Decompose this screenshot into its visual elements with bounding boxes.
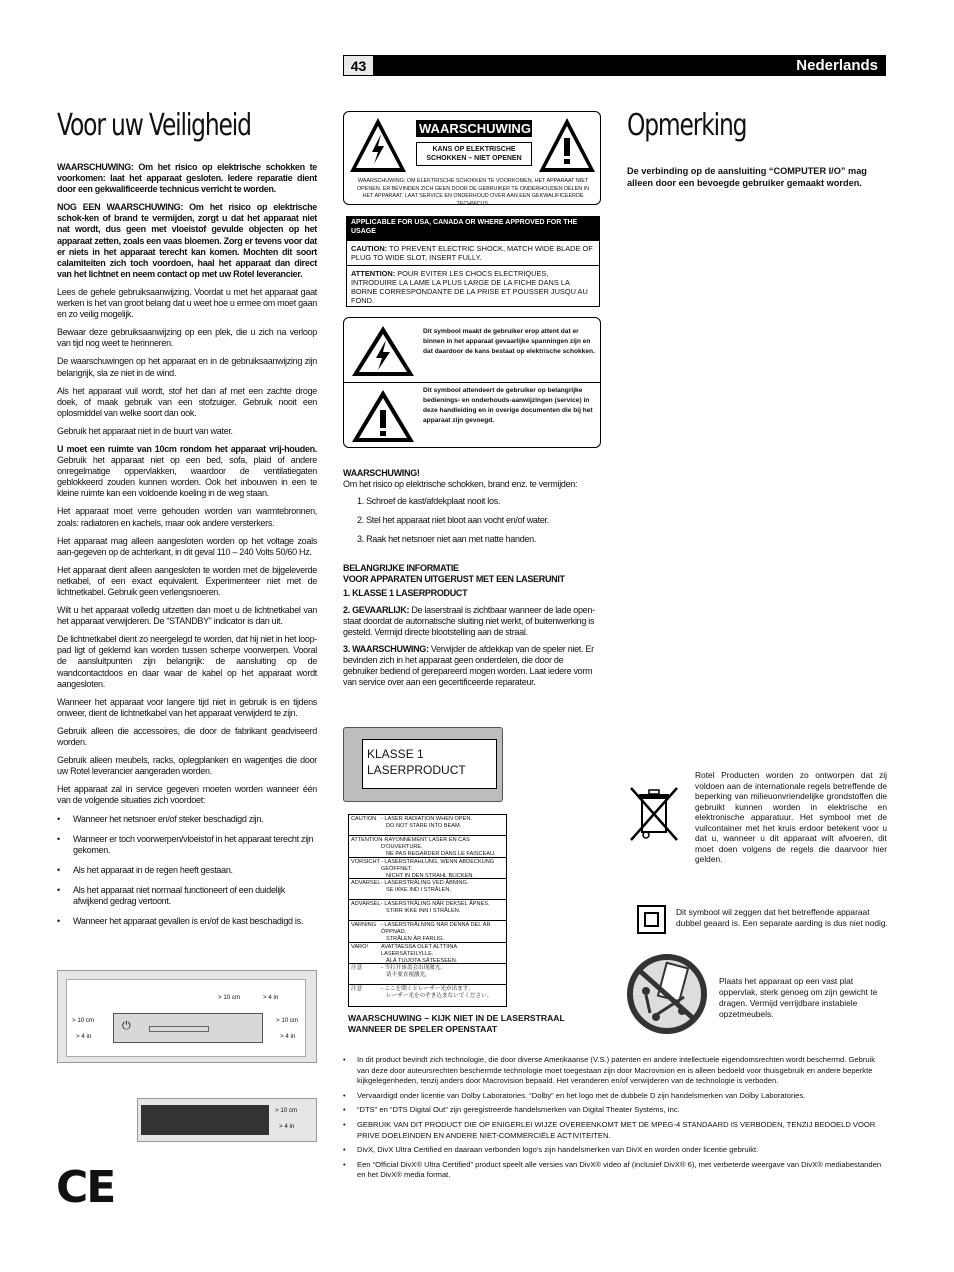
ce-mark-lettering: CE — [56, 1162, 115, 1213]
warning-intro: Om het risico op elektrische schokken, brand enz. te vermijden: — [343, 479, 578, 489]
exclamation-icon — [350, 388, 416, 444]
warning-text: WAARSCHUWING: OM ELEKTRISCHE SCHOKKEN TE VOORKOMEN, HET APPARAAT NIET OPENEN. ER BEVINDEN ZICH GEEN DOOR DE GEBRUIKER TE ONDERHOUDEN DELEN IN HET APPARAAT. LAAT SERVICE EN ONDERHOUD OVER AAN EEN GEKWALIFICEERDE TECHNICUS. — [356, 178, 590, 207]
laser-label-language: ATTENTION — [351, 837, 383, 844]
left-clearance-cm: > 10 cm — [72, 1017, 95, 1024]
right-clearance-cm: > 10 cm — [276, 1017, 299, 1024]
paragraph: Wilt u het apparaat volledig uitzetten dan moet u de lichtnetkabel van het apparaat verwijderen. De “STANDBY” indicator is dan uit. — [57, 605, 317, 627]
left-clearance-in: > 4 in — [76, 1033, 92, 1040]
list-item: 3. Raak het netsnoer niet aan met natte handen. — [357, 534, 537, 544]
exclamation-symbol-text: Dit symbool attendeert de gebruiker op belangrijke bedienings- en onderhouds-aanwijzingen (service) in deze handleiding en in overige documenten die bij het apparaat zijn gevoegd. — [423, 387, 593, 424]
laser-label-line-2: レーザー光をのぞき込まないでください。 — [386, 993, 493, 1000]
paragraph: Het apparaat mag alleen aangesloten worden op het voltage zoals aan-gegeven op de achterkant, in dit geval 110 – 240 Volts 50/60 Hz. — [57, 535, 317, 557]
cart-warning-text: Plaats het apparaat op een vast plat oppervlak, sterk genoeg om zijn gewicht te dragen. Vermijd verrijdbare instabiele opzetmeubels. — [719, 976, 878, 1019]
laser-label-line-1: - LASERSTRÅLING NÅR DEKSEL ÅPNES. — [381, 901, 490, 908]
laser-label-language: ADVARSEL — [351, 879, 381, 886]
paragraph: Gebruik alleen meubels, racks, oplegplanken en wagentjes die door uw Rotel leverancier aangeraden worden. — [57, 755, 317, 777]
laser-label-line-2: NICHT IN DEN STRAHL BLICKEN. — [386, 872, 474, 879]
laser-label-message — [381, 965, 504, 983]
laser-label-line-1: - LASERSTRAHLUNG, WENN ABDECKUNG GEÖFFNET. — [381, 858, 495, 872]
laser-label-language: VARNING — [351, 922, 377, 929]
side-clearance-in: > 4 in — [279, 1123, 295, 1130]
high-voltage-icon — [350, 324, 416, 378]
paragraph: Wanneer het apparaat voor langere tijd niet in gebruik is en tijdens onweer, dient de lichtnetkabel van het apparaat verwijderd te zijn. — [57, 696, 317, 718]
laser-item-3: 3. WAARSCHUWING: Verwijder de afdekkap van de speler niet. Er bevinden zich in het apparaat geen onderdelen, die door de gebruiker bediend of gerepareerd mogen worden. Laat iedere vorm van service over aan een gecertificeerde reparateur. — [343, 644, 594, 687]
paragraph: Gebruik alleen die accessoires, die door de fabrikant geadviseerd worden. — [57, 725, 317, 748]
laser-label-line-2: ÄLÄ TUIJOTA SÄTEESEEN. — [386, 957, 458, 964]
laser-label-line-1: - ここを開くとレーザー光が出ます。 — [381, 986, 474, 993]
legal-item: • DivX, DivX Ultra Certified en daaraan verbonden logo’s zijn handelsmerken van DivX en worden onder licentie gebruikt. — [343, 1145, 888, 1156]
warning-paragraph: WAARSCHUWING: Om het risico op elektrische schokken te voorkomen: laat het apparaat gesloten. Iedere reparatie dient door een gekwalificeerde technicus verricht te worden. — [57, 162, 317, 195]
list-item: • Wanneer het netsnoer en/of steker beschadigd zijn. — [57, 814, 317, 825]
clearance-side-diagram — [137, 1098, 317, 1142]
laser-heading: BELANGRIJKE INFORMATIE VOOR APPARATEN UITGERUST MET EEN LASERUNIT — [343, 563, 565, 584]
laser-label-language: VARO! — [351, 943, 368, 950]
service-list — [57, 814, 317, 928]
laser-label-line-1: - RAYONNEMENT LASER EN CAS D'OUVERTURE. — [381, 837, 470, 851]
legal-item: • GEBRUIK VAN DIT PRODUCT DIE OP ENIGERLEI WIJZE OVEREENKOMT MET DE MPEG-4 STANDAARD IS VERBODEN, TENZIJ BEDOELD VOOR PRIVE DOELEINDEN EN ANDERE NIET-COMMERCIËLE ACTIVITEITEN. — [343, 1120, 888, 1141]
device-front: ⏻ — [113, 1013, 263, 1043]
note-title: Opmerking — [627, 108, 747, 143]
caution-text: CAUTION: TO PREVENT ELECTRIC SHOCK, MATCH WIDE BLADE OF PLUG TO WIDE SLOT, INSERT FULLY. — [347, 241, 599, 266]
laser-class-line-1: KLASSE 1 — [367, 747, 424, 761]
laser-label-row — [349, 900, 506, 921]
middle-text-column — [343, 468, 598, 694]
laser-label-line-2: 请不要直视激光。 — [386, 972, 431, 979]
laser-label-row — [349, 985, 506, 1006]
paragraph: Als het apparaat vuil wordt, stof het dan af met een zachte droge doek, of maak gebruik van een stofzuiger. Gebruik nooit een oplosmiddel van welke soort dan ook. — [57, 385, 317, 418]
exclamation-icon — [537, 116, 597, 174]
clearance-diagram — [57, 970, 317, 1063]
list-item: • Als het apparaat in de regen heeft gestaan. — [57, 865, 317, 876]
weee-text: Rotel Producten worden zo ontworpen dat zij voldoen aan de internationale regels betreffende de beperking van milieuonvriendelijke grondstoffen die gebruikt kunnen worden in elektrische en elektronische apparatuur. Het symbool met de vuilcontainer met het kruis erdoor betekent voor u dat u, wanneer u dit apparaat wilt afvoeren, dit moet doen volgens de regels die daarvoor hier gelden. — [695, 770, 887, 864]
laser-label-line-2: STIRR IKKE INN I STRÅLEN. — [386, 908, 461, 915]
paragraph: Het apparaat moet verre gehouden worden van warmtebronnen, zoals: radiatoren en kachels, maar ook andere versterkers. — [57, 506, 317, 528]
laser-label-line-1: - LASER RADIATION WHEN OPEN. — [381, 816, 472, 822]
legal-bullets — [343, 1055, 888, 1185]
double-insulation-icon — [637, 905, 666, 934]
laser-caption: WAARSCHUWING – KIJK NIET IN DE LASERSTRAAL WANNEER DE SPELER OPENSTAAT — [348, 1013, 565, 1034]
laser-label-line-1: - LASERSTRÅLING VED ÅBNING. — [381, 879, 469, 886]
laser-label-language: VORSICHT — [351, 858, 380, 865]
right-clearance-in: > 4 in — [280, 1033, 296, 1040]
laser-label-message — [381, 922, 504, 943]
top-clearance-in: > 4 in — [263, 994, 279, 1001]
cart-warning-icon — [626, 953, 708, 1035]
double-insulation-inner — [644, 912, 659, 927]
laser-label-message — [381, 816, 504, 834]
page-number: 43 — [343, 55, 374, 76]
laser-label-message — [381, 986, 504, 1005]
laser-item-1: 1. KLASSE 1 LASERPRODUCT — [343, 588, 468, 598]
laser-label-message — [381, 859, 504, 877]
laser-label-message — [381, 901, 504, 919]
shock-warning-box — [343, 111, 601, 205]
voltage-symbol-text: Dit symbool maakt de gebruiker erop attent dat er binnen in het apparaat gevaarlijke spanningen zijn en dat daardoor de kans bestaat op elektrische schokken. — [423, 328, 595, 355]
laser-label-line-2: SE IKKE IND I STRÅLEN. — [386, 886, 451, 893]
laser-label-line-2: DO NOT STARE INTO BEAM. — [386, 823, 462, 829]
laser-label-row — [349, 858, 506, 879]
laser-label-line-1: - 当打开该盖会出现激光。 — [381, 965, 446, 972]
laser-label-language: 注意 — [351, 965, 363, 972]
laser-label-language: 注意 — [351, 986, 363, 993]
top-clearance-cm: > 10 cm — [218, 994, 241, 1001]
symbol-explanation-box — [343, 317, 601, 448]
paragraph: De lichtnetkabel dient zo neergelegd te worden, dat hij niet in het loop-pad ligt of geklemd kan worden tussen scherpe voorwerpen. Vooral de aansluitpunten zijn belangrijk: de aansluiting op de wandcontactdoos en daar waar de kabel op het apparaat wordt aangesloten. — [57, 634, 317, 689]
laser-label-line-1: - LASERSTRÅLNING NÄR DENNA DEL ÄR ÖPPNAD. — [381, 922, 491, 936]
device-side — [141, 1105, 269, 1135]
laser-label-row — [349, 943, 506, 964]
ce-mark-logo — [56, 1162, 114, 1213]
list-item: • Wanneer er toch voorwerpen/vloeistof in het apparaat terecht zijn gekomen. — [57, 834, 317, 856]
laser-label-row — [349, 879, 506, 900]
usa-title: APPLICABLE FOR USA, CANADA OR WHERE APPROVED FOR THE USAGE — [347, 217, 599, 241]
laser-label-message — [381, 837, 504, 858]
laser-class-label — [343, 727, 503, 802]
note-text: De verbinding op de aansluiting “COMPUTER I/O” mag alleen door een bevoegde gebruiker gemaakt worden. — [627, 166, 867, 188]
laser-label-line-1: AVATTAESSA OLET ALTTIINA LASERSÄTEILYLLE. — [381, 943, 457, 957]
laser-label-row — [349, 921, 506, 942]
legal-item: • Vervaardigd onder licentie van Dolby Laboratories. “Dolby” en het logo met de dubbele D zijn handelsmerken van Dolby Laboratories. — [343, 1091, 888, 1102]
legal-item: • In dit product bevindt zich technologie, die door diverse Amerikaanse (V.S.) patenten en andere intellectuele eigendomsrechten wordt beschermd. Gebruik van deze door auteursrechten beschermde technologie moet toegestaan zijn door Macrovision en is alleen bedoeld voor thuisgebruik en andere beperkte kijkgelegenheden, tenzij anders door Macrovision bepaald. Het veranderen en/of verwijderen van de technologie is verboden. — [343, 1055, 888, 1087]
laser-item-2: 2. GEVAARLIJK: De laserstraal is zichtbaar wanneer de lade open-staat doordat de automatische sluiting niet werkt, of buitenwerking is gesteld. Vermijd directe blootstelling aan de straal. — [343, 605, 595, 637]
paragraph: Gebruik het apparaat niet in de buurt van water. — [57, 425, 233, 436]
warning-title: WAARSCHUWING — [416, 120, 532, 137]
laser-label-row — [349, 836, 506, 857]
warning-heading: WAARSCHUWING! — [343, 468, 420, 478]
laser-label-language: ADVARSEL — [351, 901, 381, 908]
usa-plug-box — [346, 216, 600, 307]
warning-subtitle: KANS OP ELEKTRISCHE SCHOKKEN – NIET OPENEN — [416, 142, 532, 166]
paragraph: De waarschuwingen op het apparaat en in de gebruiksaanwijzing zijn belangrijk, sla ze niet in de wind. — [57, 356, 317, 378]
laser-label-language: CAUTION — [351, 816, 377, 822]
laser-label-message — [381, 880, 504, 898]
paragraph: U moet een ruimte van 10cm rondom het apparaat vrij-houden. Gebruik het apparaat niet op een bed, sofa, plaid of andere onregelmatige oppervlakken, waardoor de ventilatiegaten geblokkeerd zouden kunnen worden. Ook het inbouwen in een te kleine ruimte kan een voldoende koeling in de weg staan. — [57, 443, 317, 499]
header-language: Nederlands — [796, 57, 878, 74]
paragraph: Het apparaat zal in service gegeven moeten worden wanneer één van de volgende situaties zich voordoet: — [57, 784, 317, 806]
laser-label-line-2: NE PAS REGARDER DANS LE FAISCEAU. — [386, 851, 496, 858]
laser-label-row — [349, 964, 506, 985]
warning-steps — [343, 496, 598, 545]
paragraph: Lees de gehele gebruiksaanwijzing. Voordat u met het apparaat gaat werken is het van groot belang dat u weet hoe u ermee om moet gaan en zo veilig mogelijk. — [57, 286, 317, 320]
laser-class-line-2: LASERPRODUCT — [367, 763, 466, 777]
high-voltage-icon — [348, 116, 408, 174]
laser-label-line-2: STRÅLEN ÄR FARLIG. — [386, 936, 445, 943]
laser-class-inner — [362, 739, 497, 789]
safety-title: Voor uw Veiligheid — [57, 108, 251, 143]
legal-item: • “DTS” en “DTS Digital Out” zijn geregistreerde handelsmerken van Digital Theater Systems, Inc. — [343, 1105, 888, 1116]
symbol-divider — [344, 382, 600, 383]
weee-bin-icon — [627, 784, 681, 844]
list-item: • Als het apparaat niet normaal functioneert of een duidelijk afwijkend gedrag vertoont. — [57, 885, 317, 907]
list-item: 1. Schroef de kast/afdekplaat nooit los. — [357, 496, 501, 506]
legal-item: • Een “Official DivX® Ultra Certified” product speelt alle versies van DivX® video af (inclusief DivX® 6), met verbeterde weergave van DivX® mediabestanden en het DivX® media format. — [343, 1160, 888, 1181]
laser-label-row — [349, 815, 506, 836]
attention-text: ATTENTION: POUR EVITER LES CHOCS ELECTRIQUES, INTRODUIRE LA LAME LA PLUS LARGE DE LA FICHE DANS LA BORNE CORRESPONDANTE DE LA PRISE ET POUSSER JUSQU AU FOND. — [351, 269, 588, 305]
list-item: 2. Stel het apparaat niet bloot aan vocht en/of water. — [357, 515, 549, 525]
multilingual-laser-label — [348, 814, 507, 1007]
side-clearance-cm: > 10 cm — [275, 1107, 298, 1114]
double-insulation-text: Dit symbool wil zeggen dat het betreffende apparaat dubbel geaard is. Een separate aarding is dus niet nodig. — [676, 907, 888, 928]
paragraph: Het apparaat dient alleen aangesloten te worden met de bijgeleverde netkabel, of een exact equivalent. Experimenteer niet met de lichtnetkabel. Gebruik geen verlengsnoeren. — [57, 564, 317, 597]
laser-label-message — [381, 944, 504, 962]
warning-paragraph-2: NOG EEN WAARSCHUWING: Om het risico op elektrische schok-ken of brand te vermijden, zorgt u dat het apparaat niet nat wordt, dus geen met vloeistof gevulde objecten op het apparaat zetten, zoals een vaas bloemen. Zorg er tevens voor dat er niets in het apparaat terecht kan komen. Mochten dit soort calamiteiten zich toch voordoen, haal het apparaat dan direct van het lichtnet en neem contact op met uw Rotel leverancier. — [57, 202, 317, 279]
paragraph: Bewaar deze gebruiksaanwijzing op een plek, die u zich na verloop van tijd nog weet te herinneren. — [57, 327, 317, 349]
list-item: • Wanneer het apparaat gevallen is en/of de kast beschadigd is. — [57, 916, 317, 927]
safety-text-column — [57, 162, 317, 936]
